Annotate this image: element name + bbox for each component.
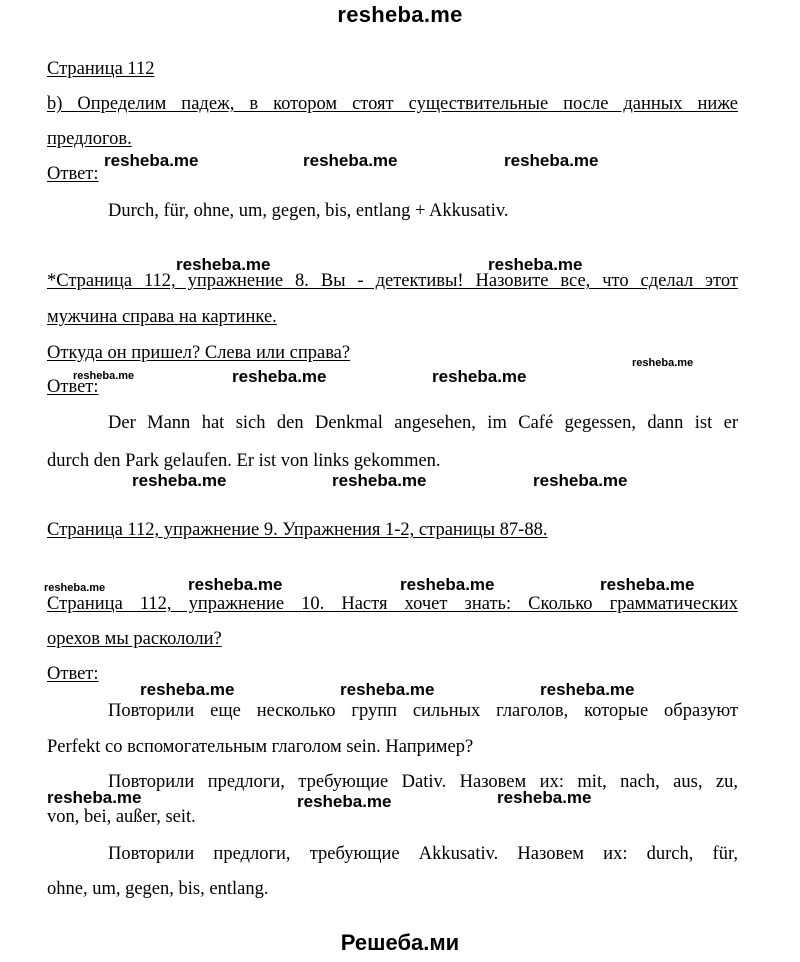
section-1-question-line-2: предлогов. (47, 129, 132, 149)
watermark: resheba.me (303, 151, 398, 170)
watermark: resheba.me (176, 255, 271, 274)
watermark: resheba.me (44, 582, 106, 594)
watermark: resheba.me (140, 680, 235, 699)
watermark: resheba.me (632, 357, 694, 369)
watermark: resheba.me (600, 575, 695, 594)
watermark: resheba.me (104, 151, 199, 170)
watermark: resheba.me (73, 370, 135, 382)
section-4-answer-label: Ответ: (47, 664, 99, 684)
watermark: resheba.me (488, 255, 583, 274)
section-2-answer-line-2: durch den Park gelaufen. Er ist von links gekommen. (47, 451, 441, 471)
site-footer[interactable]: Решеба.ми (340, 930, 460, 955)
section-2-answer-label: Ответ: (47, 377, 99, 397)
section-4-paragraph-3-line-2: ohne, um, gegen, bis, entlang. (47, 879, 269, 899)
watermark: resheba.me (432, 367, 527, 386)
section-2-title-line-2: мужчина справа на картинке. (47, 307, 277, 327)
watermark: resheba.me (504, 151, 599, 170)
section-4-paragraph-2-line-1: Повторили предлоги, требующие Dativ. Назовем их: mit, nach, aus, zu, (108, 772, 738, 792)
site-header[interactable]: resheba.me (337, 2, 463, 27)
watermark: resheba.me (188, 575, 283, 594)
section-4-paragraph-1-line-1: Повторили еще несколько групп сильных глаголов, которые образуют (108, 701, 738, 721)
section-4-title-line-1: Страница 112, упражнение 10. Настя хочет знать: Сколько грамматических (47, 594, 738, 614)
watermark: resheba.me (332, 471, 427, 490)
section-4-paragraph-1-line-2: Perfekt со вспомогательным глаголом sein. Например? (47, 737, 474, 757)
section-1-answer-label: Ответ: (47, 164, 99, 184)
watermark: resheba.me (47, 788, 142, 807)
section-2-title-line-1: *Страница 112, упражнение 8. Вы - детективы! Назовите все, что сделал этот (47, 271, 738, 291)
watermark: resheba.me (340, 680, 435, 699)
watermark: resheba.me (132, 471, 227, 490)
section-4-paragraph-2-line-2: von, bei, außer, seit. (47, 807, 196, 827)
watermark: resheba.me (533, 471, 628, 490)
section-1-title: Страница 112 (47, 59, 155, 79)
section-3-title: Страница 112, упражнение 9. Упражнения 1-2, страницы 87-88. (47, 520, 548, 540)
watermark: resheba.me (400, 575, 495, 594)
watermark: resheba.me (297, 792, 392, 811)
section-1-answer: Durch, für, ohne, um, gegen, bis, entlang + Akkusativ. (108, 201, 509, 221)
section-1-question-line-1: b) Определим падеж, в котором стоят существительные после данных ниже (47, 94, 738, 114)
watermark: resheba.me (497, 788, 592, 807)
section-4-paragraph-3-line-1: Повторили предлоги, требующие Akkusativ. Назовем их: durch, für, (108, 844, 738, 864)
section-2-answer-line-1: Der Mann hat sich den Denkmal angesehen, im Café gegessen, dann ist er (108, 413, 738, 433)
section-2-question: Откуда он пришел? Слева или справа? (47, 343, 351, 363)
watermark: resheba.me (540, 680, 635, 699)
section-4-title-line-2: орехов мы раскололи? (47, 629, 222, 649)
watermark: resheba.me (232, 367, 327, 386)
